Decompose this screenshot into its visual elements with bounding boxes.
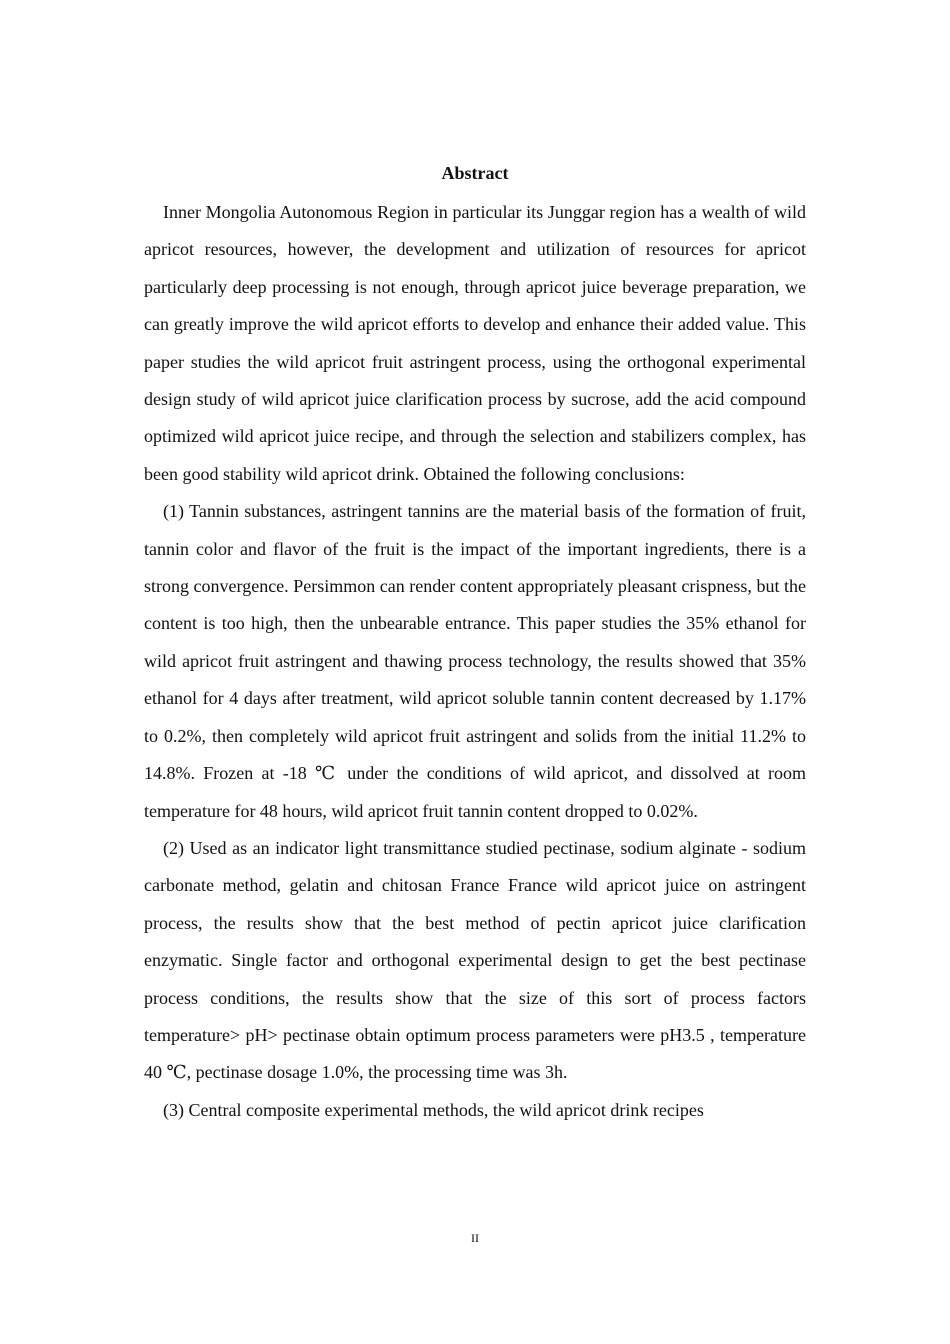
page-number: II [471,1231,479,1245]
abstract-paragraph-conclusion-1: (1) Tannin substances, astringent tannins are the material basis of the formation of fruit, tannin color and flavor of the fruit is the impact of the important ingredients, there is a strong convergence. Persimmon can render content appropriately pleasant crispness, but the content is too high, then the unbearable entrance. This paper studies the 35% ethanol for wild apricot fruit astringent and thawing process technology, the results showed that 35% ethanol for 4 days after treatment, wild apricot soluble tannin content decreased by 1.17% to 0.2%, then completely wild apricot fruit astringent and solids from the initial 11.2% to 14.8%. Frozen at -18 ℃ under the conditions of wild apricot, and dissolved at room temperature for 48 hours, wild apricot fruit tannin content dropped to 0.02%. [144,501,806,821]
abstract-paragraph-conclusion-2: (2) Used as an indicator light transmittance studied pectinase, sodium alginate - sodium carbonate method, gelatin and chitosan France France wild apricot juice on astringent process, the results show that the best method of pectin apricot juice clarification enzymatic. Single factor and orthogonal experimental design to get the best pectinase process conditions, the results show that the size of this sort of process factors temperature> pH> pectinase obtain optimum process parameters were pH3.5 , temperature 40 ℃, pectinase dosage 1.0%, the processing time was 3h. [144,837,806,1083]
abstract-paragraph-intro: Inner Mongolia Autonomous Region in particular its Junggar region has a wealth of wild apricot resources, however, the development and utilization of resources for apricot particularly deep processing is not enough, through apricot juice beverage preparation, we can greatly improve the wild apricot efforts to develop and enhance their added value. This paper studies the wild apricot fruit astringent process, using the orthogonal experimental design study of wild apricot juice clarification process by sucrose, add the acid compound optimized wild apricot juice recipe, and through the selection and stabilizers complex, has been good stability wild apricot drink. Obtained the following conclusions: [144,202,806,484]
abstract-body [144,158,806,1129]
abstract-title: Abstract [441,163,509,183]
abstract-paragraph-conclusion-3: (3) Central composite experimental methods, the wild apricot drink recipes [163,1099,704,1120]
